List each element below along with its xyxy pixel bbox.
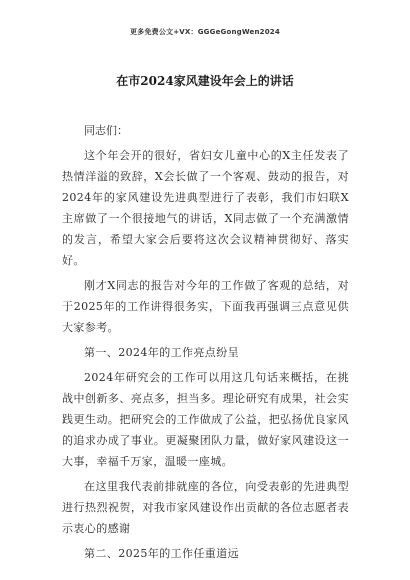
paragraph-opening: 这个年会开的很好，省妇女儿童中心的X主任发表了热情洋溢的致辞，X会长做了一个客观、鼓动的报告，对2024年的家风建设先进典型进行了表彰，我们市妇联X主席做了一个很接地气的讲话，X同志做了一个充满激情的发言，希望大家会后要将这次会议精神贯彻好、落实好。 [62, 149, 349, 267]
paragraph-summary: 刚才X同志的报告对今年的工作做了客观的总结，对于2025年的工作讲得很务实，下面我再强调三点意见供大家参考。 [62, 279, 349, 334]
paragraph-highlights: 2024年研究会的工作可以用这几句话来概括，在挑战中创新多、亮点多，担当多。理论研究有成果，社会实践更生动。把研究会的工作做成了公益，把弘扬优良家风的追求办成了事业。更凝聚团队力量，做好家风建设这一大事，幸福千万家，温暖一座城。 [62, 371, 349, 468]
document-body [62, 120, 349, 568]
greeting: 同志们： [84, 124, 128, 137]
section-heading-2: 第二、2025年的工作任重道远 [84, 547, 239, 560]
header-note: 更多免费公文+VX：GGGeGongWen2024 [130, 28, 280, 36]
paragraph-thanks: 在这里我代表前排就座的各位，向受表彰的先进典型进行热烈祝贺，对我市家风建设作出贡献的各位志愿者表示衷心的感谢 [62, 480, 349, 535]
section-heading-1: 第一、2024年的工作亮点纷呈 [84, 346, 239, 359]
document-title: 在市2024家风建设年会上的讲话 [116, 74, 294, 88]
